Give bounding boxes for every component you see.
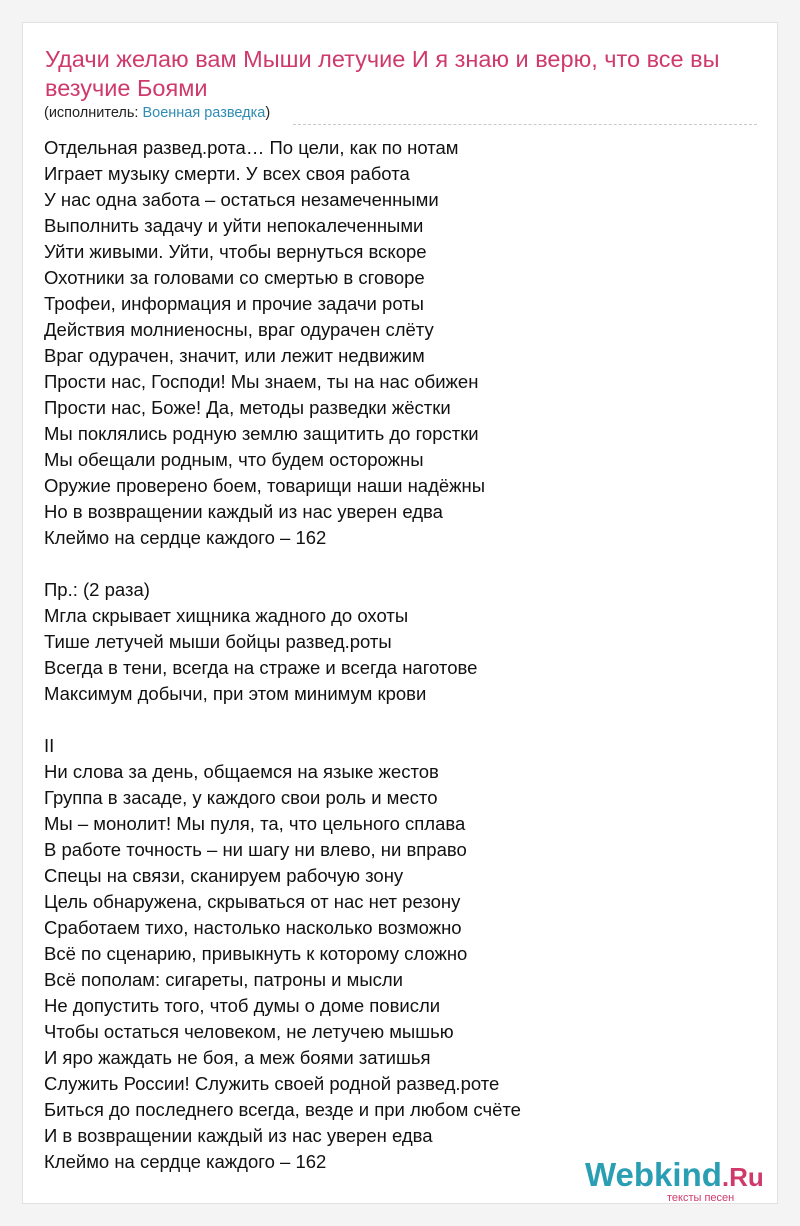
lyric-line: В работе точность – ни шагу ни влево, ни вправо xyxy=(44,839,467,860)
lyric-line: Оружие проверено боем, товарищи наши надёжны xyxy=(44,475,486,496)
lyric-line: Спецы на связи, сканируем рабочую зону xyxy=(44,865,404,886)
lyric-line: Действия молниеносны, враг одурачен слёту xyxy=(44,319,434,340)
lyric-line: Тише летучей мыши бойцы развед.роты xyxy=(44,631,392,652)
lyric-line: Отдельная развед.рота… По цели, как по нотам xyxy=(44,137,459,158)
lyric-line: Биться до последнего всегда, везде и при любом счёте xyxy=(44,1099,521,1120)
lyric-line: Сработаем тихо, настолько насколько возможно xyxy=(44,917,462,938)
lyric-line: Враг одурачен, значит, или лежит недвижим xyxy=(44,345,425,366)
lyric-line: Играет музыку смерти. У всех своя работа xyxy=(44,163,410,184)
lyric-line: Выполнить задачу и уйти непокалеченными xyxy=(44,215,424,236)
webkind-logo[interactable] xyxy=(585,1156,795,1220)
lyric-line: Цель обнаружена, скрываться от нас нет резону xyxy=(44,891,461,912)
logo-tld: .Ru xyxy=(721,1162,764,1192)
lyric-line: И яро жаждать не боя, а меж боями затишья xyxy=(44,1047,431,1068)
lyric-line: Мгла скрывает хищника жадного до охоты xyxy=(44,605,409,626)
lyric-line: Охотники за головами со смертью в сговоре xyxy=(44,267,425,288)
lyric-line: Мы обещали родным, что будем осторожны xyxy=(44,449,424,470)
lyric-line: Трофеи, информация и прочие задачи роты xyxy=(44,293,424,314)
artist-byline xyxy=(44,104,270,122)
logo-name: Webkind xyxy=(585,1156,722,1193)
lyric-line: Всегда в тени, всегда на страже и всегда наготове xyxy=(44,657,478,678)
lyric-line: Группа в засаде, у каждого свои роль и место xyxy=(44,787,438,808)
lyric-line: Пр.: (2 раза) xyxy=(44,579,150,600)
lyric-line: Не допустить того, чтоб думы о доме повисли xyxy=(44,995,441,1016)
lyric-line xyxy=(44,707,521,733)
lyric-line: Чтобы остаться человеком, не летучею мышью xyxy=(44,1021,454,1042)
lyric-line: Ни слова за день, общаемся на языке жестов xyxy=(44,761,439,782)
logo-wordmark xyxy=(585,1156,764,1196)
lyric-line: Прости нас, Боже! Да, методы разведки жёстки xyxy=(44,397,451,418)
lyric-line: У нас одна забота – остаться незамеченными xyxy=(44,189,439,210)
lyric-line: Всё пополам: сигареты, патроны и мысли xyxy=(44,969,404,990)
title-divider xyxy=(293,124,757,125)
lyrics-card xyxy=(22,22,778,1204)
artist-link[interactable]: Военная разведка xyxy=(142,105,266,121)
artist-suffix: ) xyxy=(265,105,271,121)
lyric-line: Но в возвращении каждый из нас уверен едва xyxy=(44,501,443,522)
artist-prefix: (исполнитель: xyxy=(44,105,143,121)
lyric-line: Мы – монолит! Мы пуля, та, что цельного сплава xyxy=(44,813,466,834)
lyric-line: Максимум добычи, при этом минимум крови xyxy=(44,683,427,704)
lyric-line xyxy=(44,551,521,577)
lyrics-text xyxy=(44,135,521,1175)
lyric-line: Клеймо на сердце каждого – 162 xyxy=(44,1151,327,1172)
lyric-line: Уйти живыми. Уйти, чтобы вернуться вскоре xyxy=(44,241,427,262)
lyric-line: Прости нас, Господи! Мы знаем, ты на нас обижен xyxy=(44,371,479,392)
lyric-line: Мы поклялись родную землю защитить до горстки xyxy=(44,423,479,444)
lyric-line: Служить России! Служить своей родной развед.роте xyxy=(44,1073,500,1094)
song-title: Удачи желаю вам Мыши летучие И я знаю и верю, что все вы везучие Боями xyxy=(45,46,720,101)
lyric-line: II xyxy=(44,735,55,756)
lyric-line: Всё по сценарию, привыкнуть к которому сложно xyxy=(44,943,468,964)
logo-tagline: тексты песен xyxy=(667,1192,735,1204)
lyric-line: Клеймо на сердце каждого – 162 xyxy=(44,527,327,548)
lyric-line: И в возвращении каждый из нас уверен едва xyxy=(44,1125,433,1146)
